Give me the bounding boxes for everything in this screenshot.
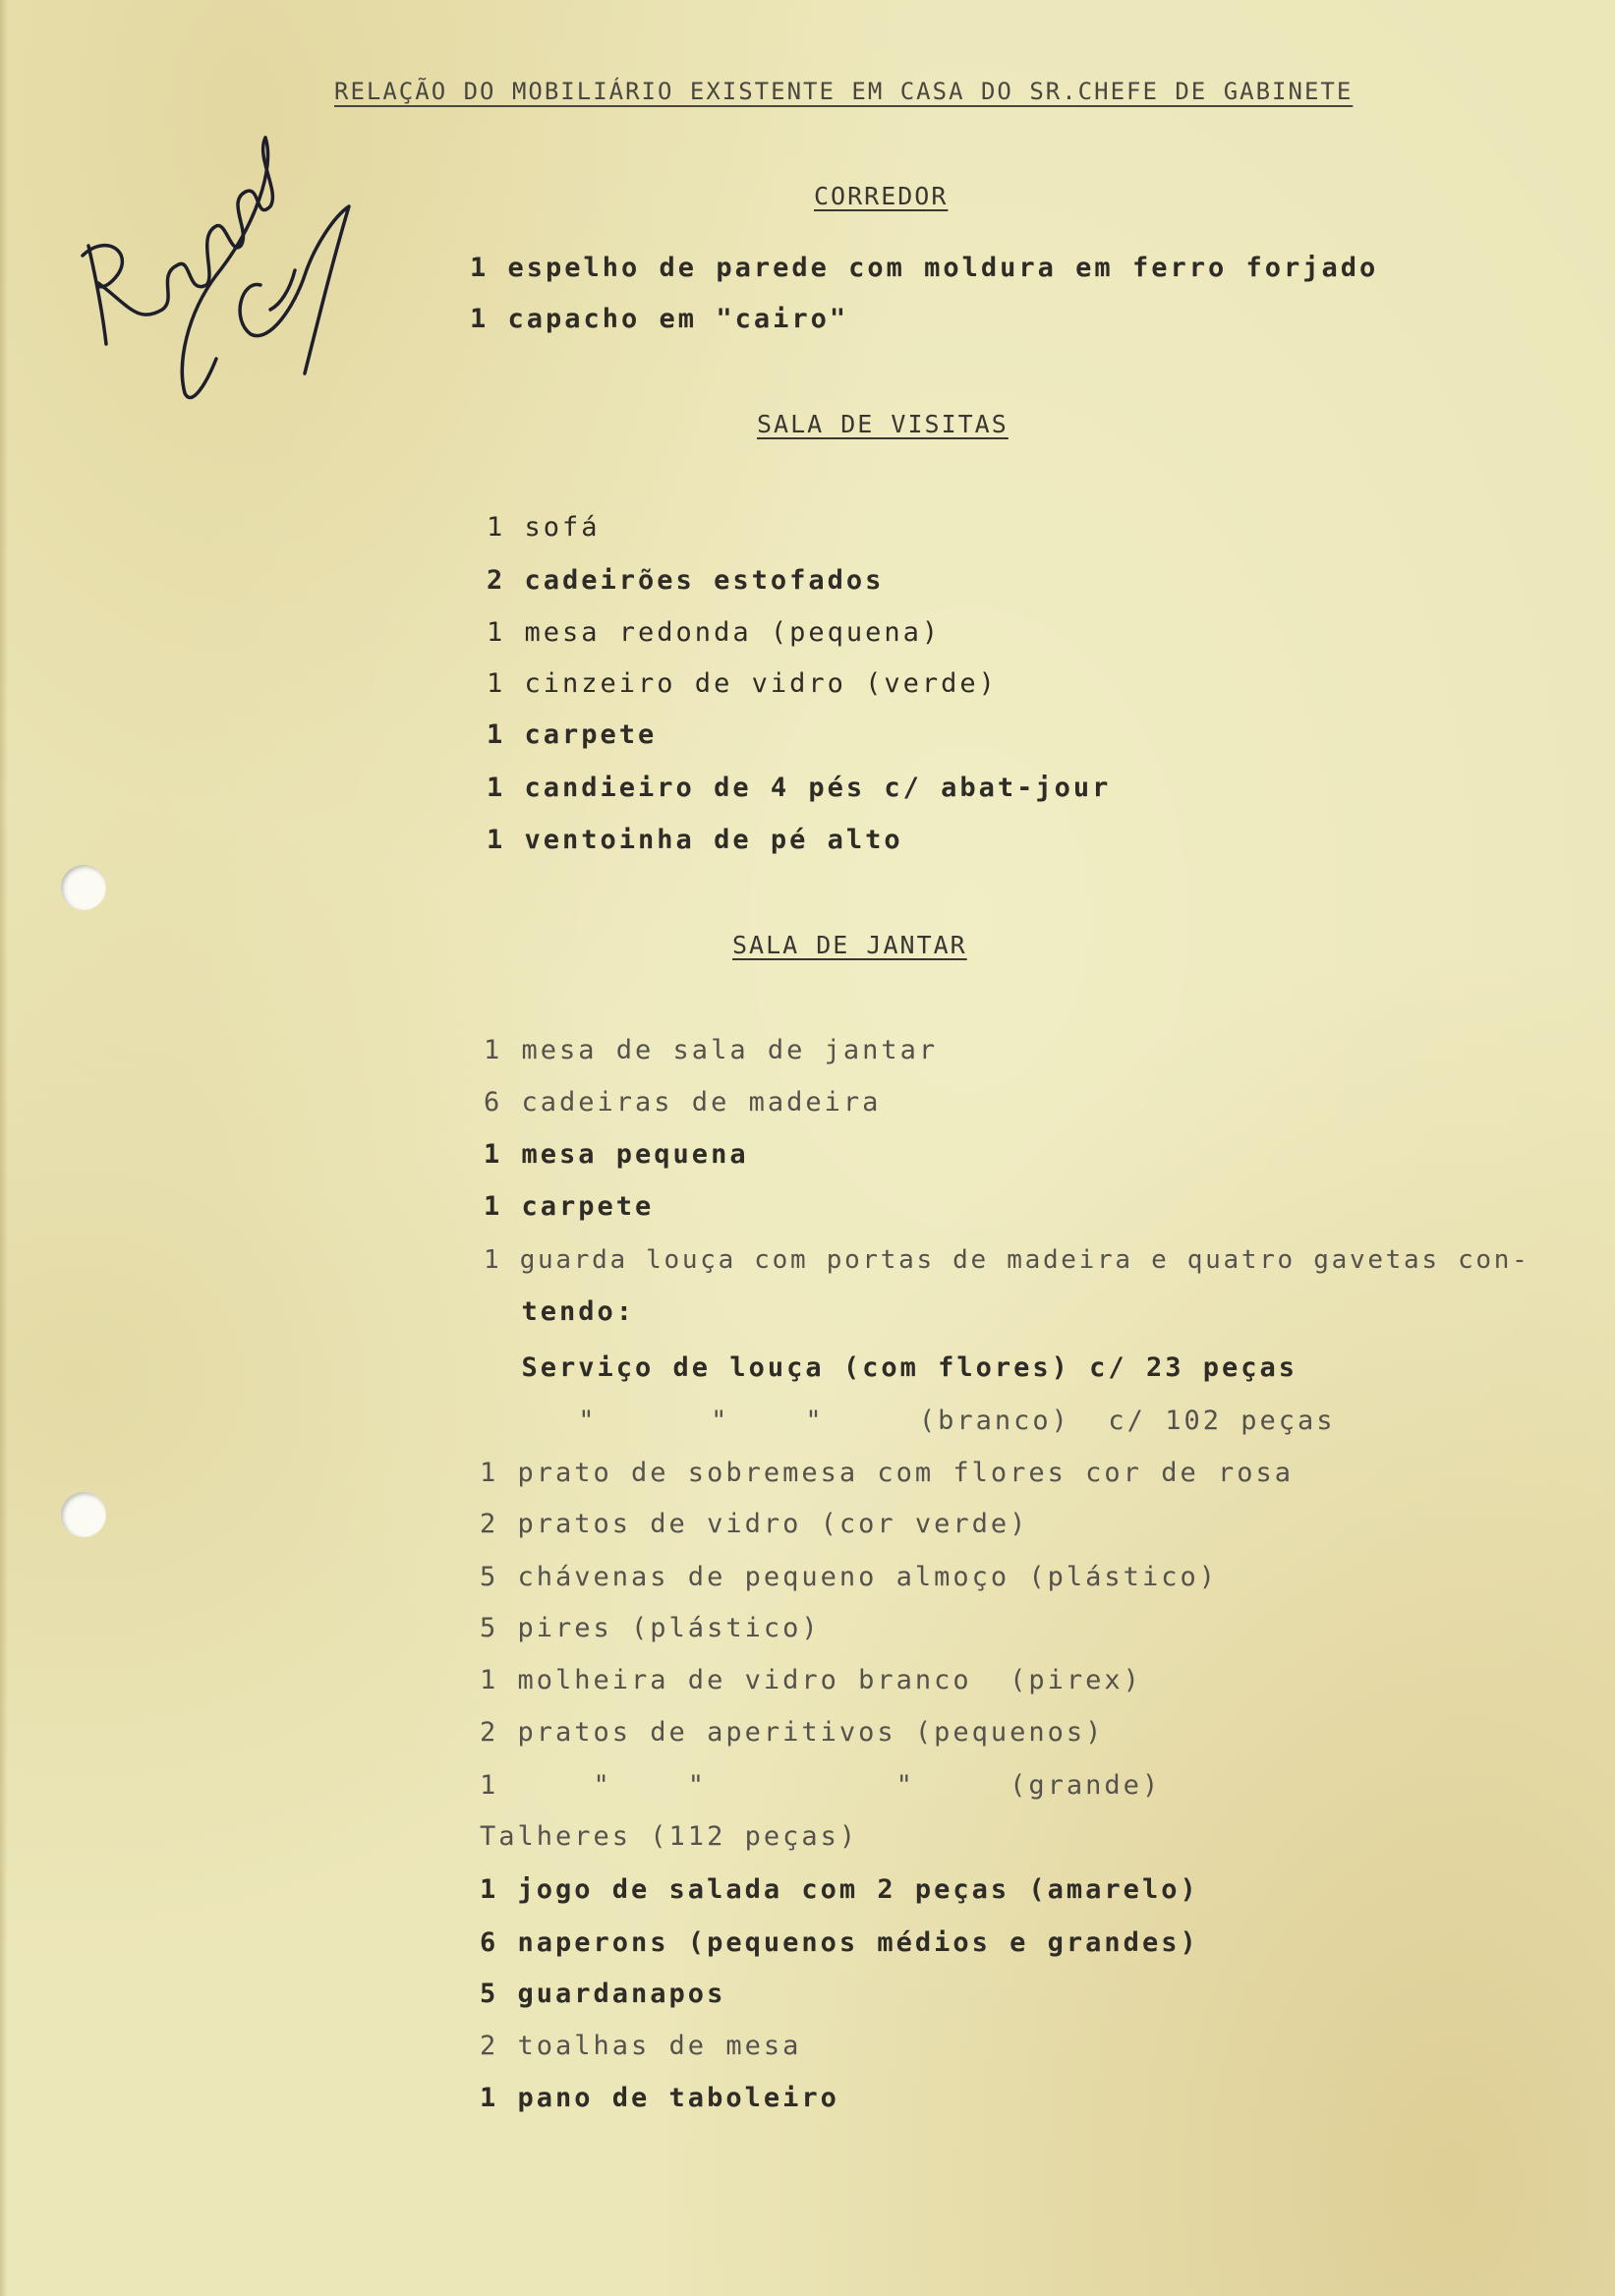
punch-hole-bottom <box>61 1492 106 1537</box>
list-item: 1 mesa pequena <box>484 1139 749 1170</box>
list-item: Talheres (112 peças) <box>480 1821 859 1852</box>
list-item: 1 espelho de parede com moldura em ferro forjado <box>470 253 1379 283</box>
list-item: 1 mesa redonda (pequena) <box>487 617 942 648</box>
handwritten-signature <box>69 108 364 423</box>
list-item: 1 sofá <box>487 512 601 543</box>
list-item: " " " (branco) c/ 102 peças <box>484 1406 1336 1436</box>
list-item: 1 capacho em "cairo" <box>470 304 849 334</box>
section-heading-sala-visitas: SALA DE VISITAS <box>757 410 1009 438</box>
list-item: 1 guarda louça com portas de madeira e quatro gavetas con- <box>484 1245 1530 1275</box>
list-item: 1 mesa de sala de jantar <box>484 1035 939 1065</box>
list-item: 6 cadeiras de madeira <box>484 1087 882 1118</box>
list-item: Serviço de louça (com flores) c/ 23 peças <box>484 1352 1298 1383</box>
list-item: 5 guardanapos <box>480 1979 726 2009</box>
list-item: 2 cadeirões estofados <box>487 565 885 596</box>
list-item: 1 ventoinha de pé alto <box>487 825 903 855</box>
section-heading-sala-jantar: SALA DE JANTAR <box>732 931 967 959</box>
list-item: 1 " " " (grande) <box>480 1770 1162 1801</box>
list-item: 5 chávenas de pequeno almoço (plástico) <box>480 1562 1218 1592</box>
list-item: 1 cinzeiro de vidro (verde) <box>487 668 998 699</box>
list-item: tendo: <box>484 1296 636 1327</box>
list-item: 1 jogo de salada com 2 peças (amarelo) <box>480 1874 1199 1905</box>
list-item: 2 pratos de aperitivos (pequenos) <box>480 1717 1105 1748</box>
list-item: 1 carpete <box>487 719 658 750</box>
list-item: 6 naperons (pequenos médios e grandes) <box>480 1927 1199 1958</box>
list-item: 2 toalhas de mesa <box>480 2031 802 2061</box>
list-item: 1 pano de taboleiro <box>480 2083 839 2113</box>
punch-hole-top <box>61 865 106 910</box>
list-item: 1 prato de sobremesa com flores cor de rosa <box>480 1458 1294 1488</box>
list-item: 1 molheira de vidro branco (pirex) <box>480 1665 1142 1695</box>
paper-edge-shadow <box>0 0 8 2296</box>
list-item: 1 candieiro de 4 pés c/ abat-jour <box>487 773 1112 803</box>
list-item: 5 pires (plástico) <box>480 1613 821 1643</box>
list-item: 2 pratos de vidro (cor verde) <box>480 1509 1029 1539</box>
document-title: RELAÇÃO DO MOBILIÁRIO EXISTENTE EM CASA DO SR.CHEFE DE GABINETE <box>334 78 1354 105</box>
section-heading-corredor: CORREDOR <box>814 182 949 210</box>
list-item: 1 carpete <box>484 1191 655 1222</box>
